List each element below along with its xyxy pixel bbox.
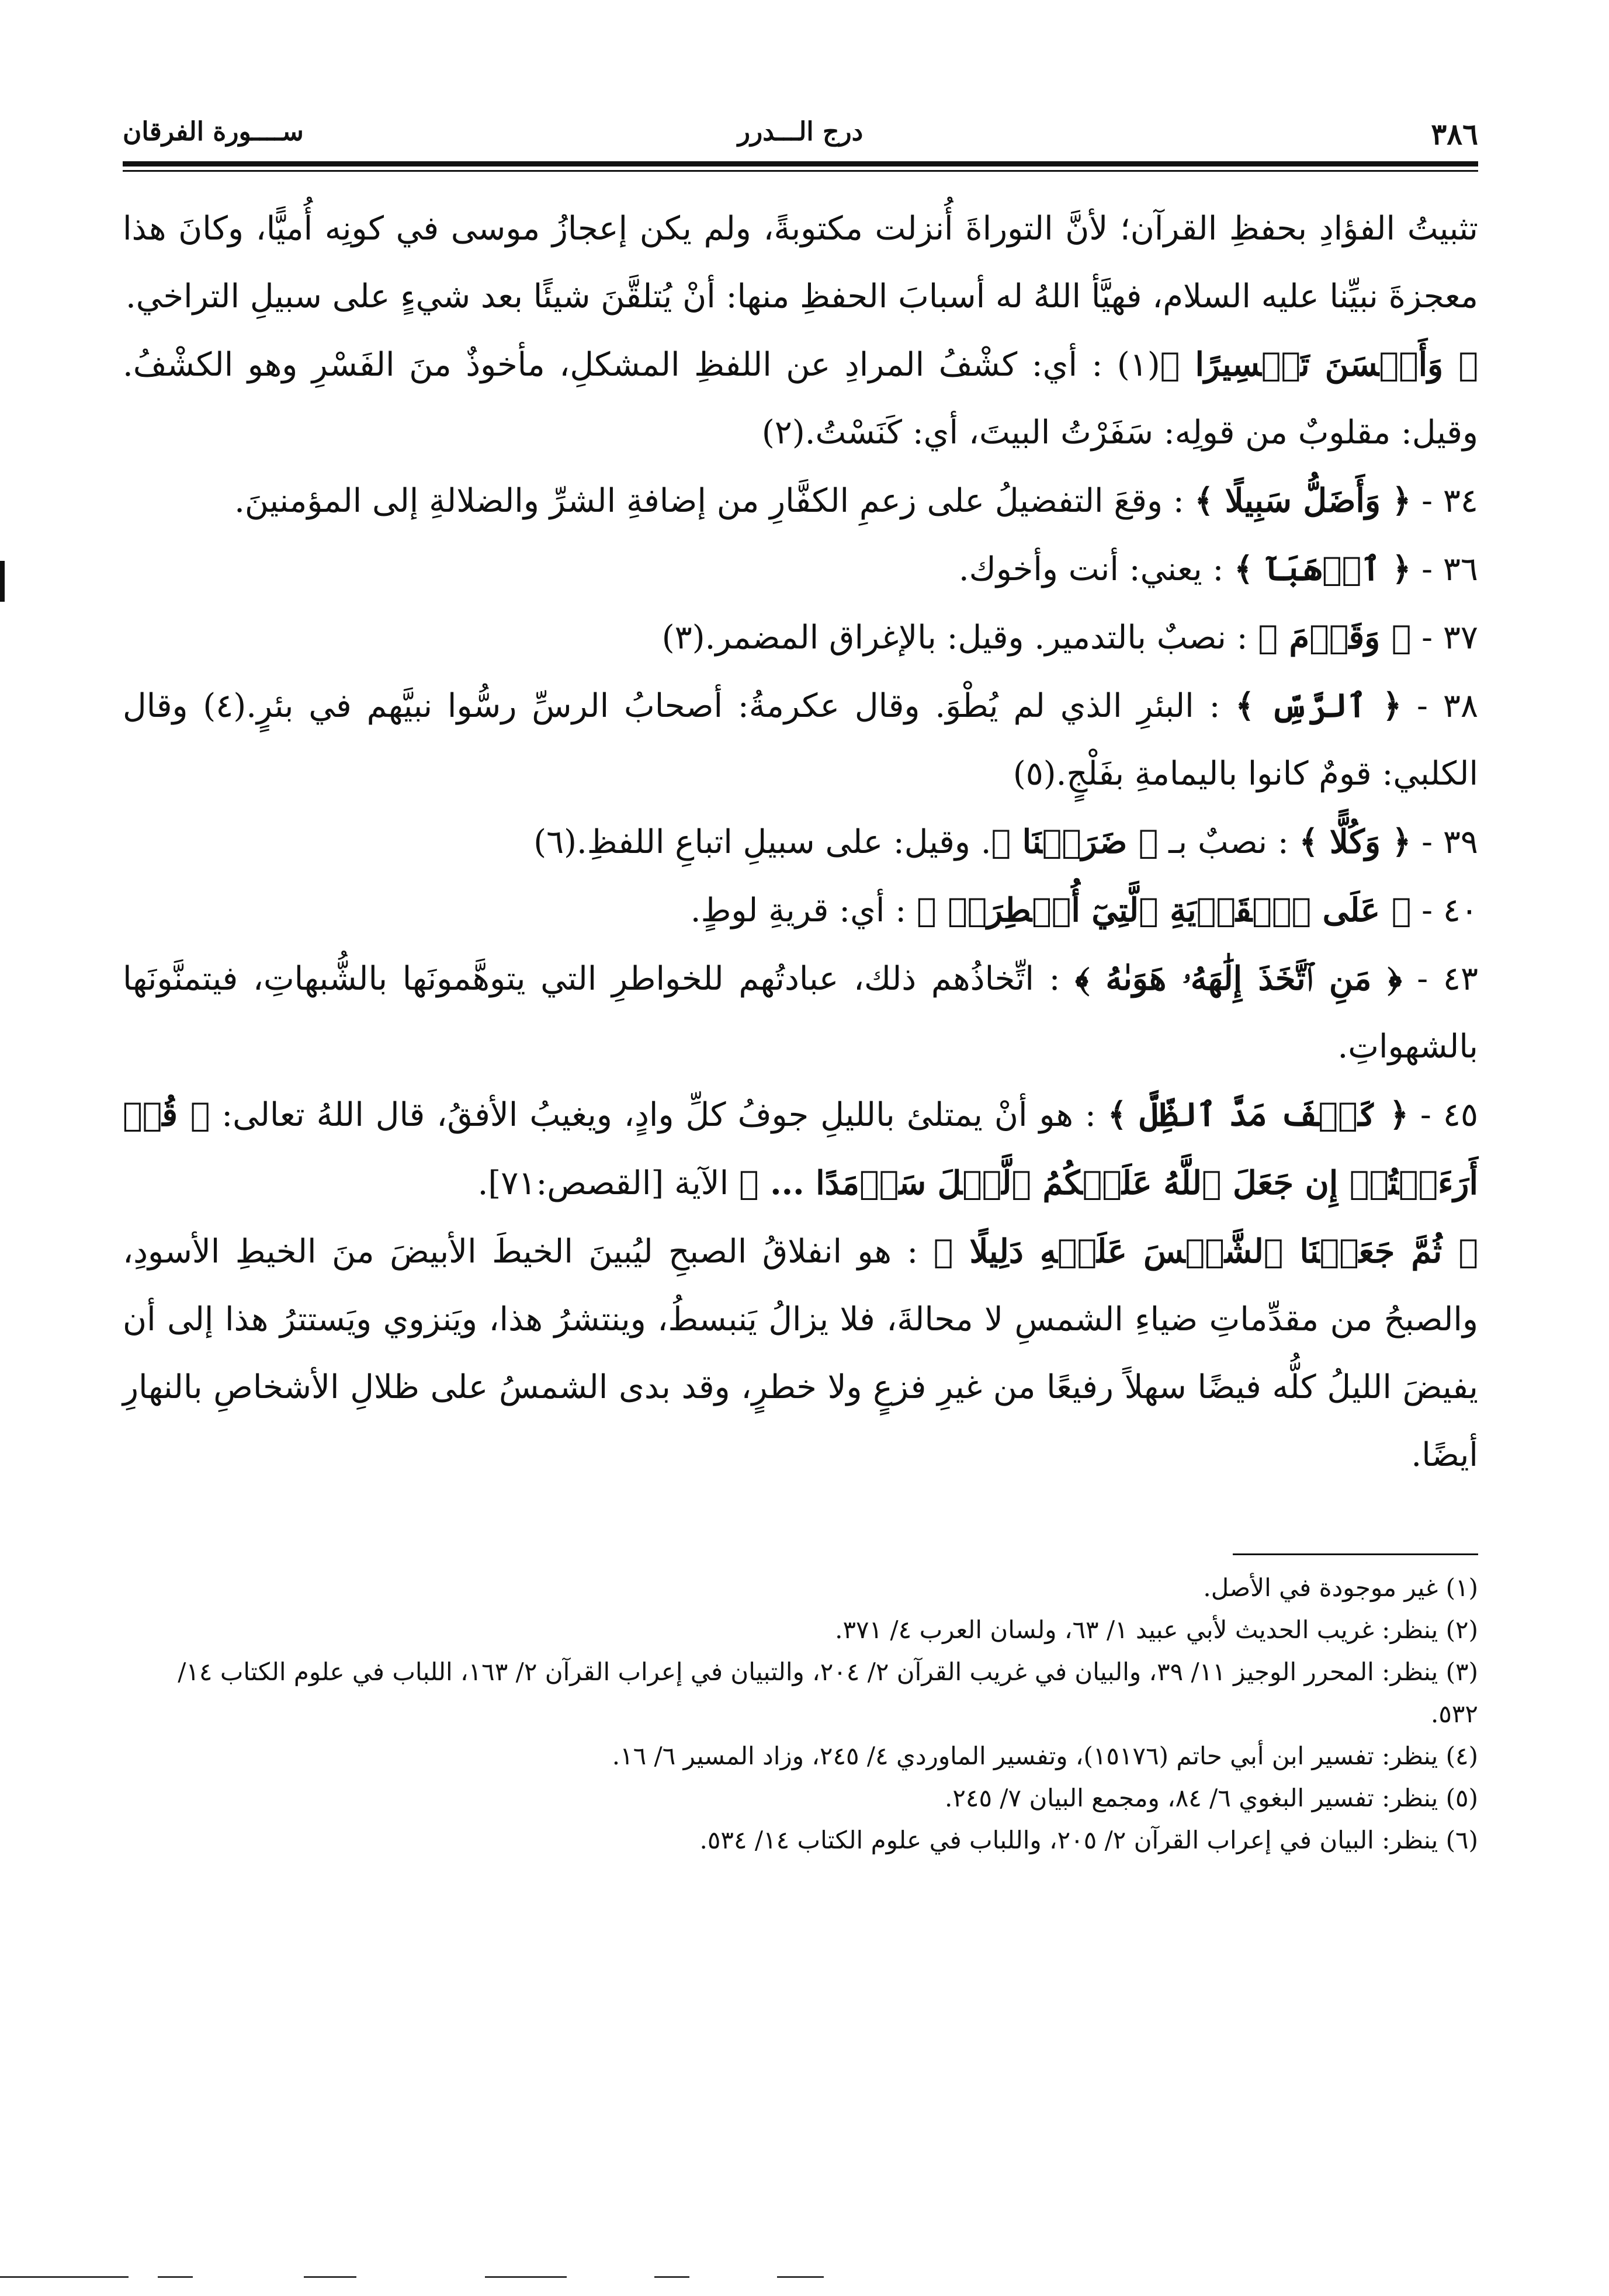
verse-bracket: ﴾ (1194, 481, 1225, 520)
commentary-text: (١) : أي: كشْفُ المرادِ عن اللفظِ المشكلِ، مأخوذٌ منَ الفَسْرِ وهو الكشْفُ. وقيل: مقلوبٌ من قولِه: سَفَرْتُ البيتَ، أي: كَنَسْتُ.(٢) (123, 346, 1478, 452)
commentary-text: : وقعَ التفضيلُ على زعمِ الكفَّارِ من إضافةِ الشرِّ والضلالةِ إلى المؤمنينَ. (234, 482, 1195, 520)
verse-bracket: ﴿ (1127, 823, 1159, 861)
quran-verse: ضَرَبۡنَا (1022, 823, 1128, 861)
commentary-paragraph (123, 331, 1478, 467)
verse-bracket: ﴿ (1442, 1232, 1479, 1271)
commentary-paragraph (123, 467, 1478, 535)
footnote-separator-wrap (123, 1489, 1478, 1555)
book-page (123, 105, 1478, 2267)
commentary-paragraph (123, 672, 1478, 808)
quran-verse: ثُمَّ جَعَلۡنَا ٱلشَّمۡسَ عَلَيۡهِ دَلِيلًا (969, 1232, 1442, 1271)
footnote: (٣) ينظر: المحرر الوجيز ١١/ ٣٩، والبيان في غريب القرآن ٢/ ٢٠٤، والتبيان في إعراب القرآن ٢/ ١٦٣، اللباب في علوم الكتاب ١٤/ ٥٣٢. (178, 1657, 1478, 1728)
quran-verse: مَنِ ٱتَّخَذَ إِلَٰهَهُۥ هَوَىٰهُ (1105, 959, 1372, 998)
verse-bracket: ﴿ (1371, 959, 1402, 998)
verse-bracket: ﴾ (1160, 345, 1195, 384)
quran-verse: وَكُلًّا (1329, 823, 1381, 861)
commentary-text: : البئرِ الذي لم يُطْوَ. وقال عكرمةُ: أصحابُ الرسِّ رسُّوا نبيَّهم في بئرٍ.(٤) وقال الكلبي: قومٌ كانوا باليمامةِ بفَلْجٍ.(٥) (123, 687, 1478, 793)
surah-title: ســــورة الفرقان (123, 117, 304, 147)
verse-bracket: ﴿ (177, 1095, 210, 1134)
verse-bracket: ﴿ (1381, 823, 1412, 861)
footnote: (٢) ينظر: غريب الحديث لأبي عبيد ١/ ٦٣، ولسان العرب ٤/ ٣٧١. (835, 1615, 1478, 1644)
commentary-text: ٣٨ - (1402, 687, 1479, 725)
commentary-text: : اتِّخاذُهم ذلك، عبادتُهم للخواطرِ التي يتوهَّمونَها بالشُّبهاتِ، فيتمنَّونَها بالشهواتِ. (123, 960, 1478, 1066)
commentary-paragraph (123, 808, 1478, 876)
commentary-text: : أي: قريةِ لوطٍ. (690, 892, 917, 930)
quran-verse: ٱلرَّسِّ (1270, 686, 1367, 725)
commentary-text: الآية [القصص:٧١]. (477, 1164, 739, 1202)
quran-verse: وَأَحۡسَنَ تَفۡسِيرًا (1195, 345, 1444, 384)
bottom-mark (777, 2276, 824, 2278)
verse-bracket: ﴿ (1380, 618, 1412, 657)
footnotes (123, 1567, 1478, 1861)
quran-verse: كَيۡفَ مَدَّ ٱلظِّلَّ (1139, 1095, 1377, 1134)
bottom-mark (0, 2276, 129, 2278)
verse-bracket: ﴾ (1235, 686, 1271, 725)
verse-bracket: ﴿ (1381, 550, 1412, 588)
commentary-paragraph (123, 604, 1478, 672)
verse-bracket: ﴾ (933, 1232, 970, 1271)
commentary-text: : يعني: أنت وأخوك. (958, 550, 1235, 588)
commentary-text: : نصبٌ بالتدمير. وقيل: بالإغراق المضمر.(٣) (661, 619, 1258, 657)
footnote-separator (1233, 1553, 1478, 1555)
bottom-mark (485, 2276, 567, 2278)
commentary-paragraph (123, 535, 1478, 604)
footnote: (٤) ينظر: تفسير ابن أبي حاتم (١٥١٧٦)، وتفسير الماوردي ٤/ ٢٤٥، وزاد المسير ٦/ ١٦. (612, 1742, 1478, 1770)
footnote: (٥) ينظر: تفسير البغوي ٦/ ٨٤، ومجمع البيان ٧/ ٢٤٥. (944, 1784, 1478, 1812)
verse-bracket: ﴾ (1258, 618, 1289, 657)
commentary-text: : هو أنْ يمتلئ بالليلِ جوفُ كلِّ وادٍ، ويغيبُ الأفقُ، قال اللهُ تعالى: (210, 1096, 1108, 1134)
verse-bracket: ﴾ (991, 823, 1022, 861)
commentary-text: ٣٩ - (1411, 823, 1478, 861)
verse-bracket: ﴿ (1380, 891, 1412, 930)
commentary-text: : هو انفلاقُ الصبحِ ليُبينَ الخيطَ الأبيضَ منَ الخيطِ الأسودِ، والصبحُ من مقدِّماتِ ضياءِ الشمسِ لا محالةَ، فلا يزالُ يَنبسطُ، وينتشرُ هذا، ويَنزوي ويَستترُ هذا إلى أن يفيضَ الليلُ كلُّه فيضًا سهلاً رفيعًا من غيرِ فزعٍ ولا خطرٍ، وقد بدى الشمسُ على ظلالِ الأشخاصِ بالنهارِ أيضًا. (123, 1233, 1478, 1474)
commentary-text: ٣٦ - (1411, 550, 1478, 588)
verse-bracket: ﴾ (738, 1164, 771, 1202)
scan-edge-mark (0, 561, 5, 602)
quran-verse: عَلَى ٱلۡقَرۡيَةِ ٱلَّتِيٓ أُمۡطِرَتۡ (948, 891, 1381, 930)
commentary-paragraph (123, 1081, 1478, 1218)
bottom-mark (158, 2276, 193, 2278)
header-rule-thick (123, 161, 1478, 167)
verse-bracket: ﴾ (916, 891, 948, 930)
commentary-text: ٣٧ - (1411, 619, 1478, 657)
quran-verse: وَأَضَلُّ سَبِيلًا (1225, 481, 1381, 520)
verse-bracket: ﴿ (1443, 345, 1478, 384)
footnote: (٦) ينظر: البيان في إعراب القرآن ٢/ ٢٠٥، واللباب في علوم الكتاب ١٤/ ٥٣٤. (699, 1826, 1478, 1854)
commentary-paragraph (123, 195, 1478, 331)
commentary-text: ٤٥ - (1408, 1096, 1479, 1134)
book-title: درج الـــدرر (737, 117, 864, 147)
page-number: ٣٨٦ (1431, 117, 1478, 151)
scan-bottom-marks (0, 2276, 1609, 2284)
commentary-text: : نصبٌ بـ (1158, 823, 1299, 861)
bottom-mark (654, 2276, 689, 2278)
verse-bracket: ﴿ (1376, 1095, 1409, 1134)
bottom-mark (304, 2276, 356, 2278)
verse-bracket: ﴾ (1234, 550, 1265, 588)
commentary-text: ٤٣ - (1402, 960, 1479, 998)
verse-bracket: ﴾ (1107, 1095, 1140, 1134)
running-header (123, 105, 1478, 158)
verse-bracket: ﴿ (1381, 481, 1412, 520)
header-rule-thin (123, 170, 1478, 172)
verse-bracket: ﴾ (1075, 959, 1106, 998)
verse-bracket: ﴿ (1366, 686, 1402, 725)
commentary-paragraph (123, 1218, 1478, 1489)
commentary-text: ٤٠ - (1411, 892, 1478, 930)
commentary-paragraph (123, 945, 1478, 1081)
commentary-body (123, 195, 1478, 1489)
quran-verse: ٱذۡهَبَآ (1264, 550, 1381, 588)
footnote: (١) غير موجودة في الأصل. (1203, 1573, 1478, 1602)
commentary-text: تثبيتُ الفؤادِ بحفظِ القرآن؛ لأنَّ التوراةَ أُنزلت مكتوبةً، ولم يكن إعجازُ موسى في كونِه أُميًّا، وكانَ هذا معجزةَ نبيِّنا عليه السلام، فهيَّأ اللهُ له أسبابَ الحفظِ منها: أنْ يُتلقَّنَ شيئًا بعد شيءٍ على سبيلِ التراخي. (123, 210, 1478, 315)
commentary-paragraph (123, 876, 1478, 945)
quran-verse: قُلۡ أَرَءَيۡتُمۡ إِن جَعَلَ ٱللَّهُ عَلَيۡكُمُ ٱلَّيۡلَ سَرۡمَدًا ... (123, 1095, 1478, 1202)
quran-verse: وَقَوۡمَ (1289, 618, 1381, 657)
commentary-text: . وقيل: على سبيلِ اتباعِ اللفظِ.(٦) (533, 823, 991, 861)
verse-bracket: ﴾ (1299, 823, 1330, 861)
commentary-text: ٣٤ - (1411, 482, 1478, 520)
